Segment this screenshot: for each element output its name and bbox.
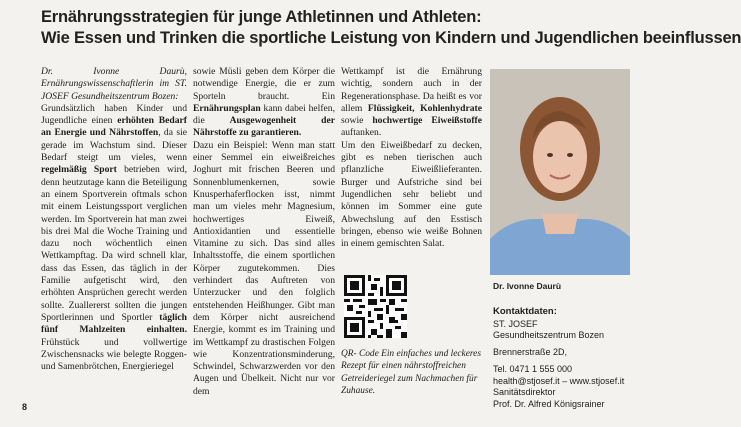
paragraph: Dazu ein Beispiel: Wenn man statt einer Semmel ein eiweißreiches Joghurt mit frischen Beeren und Sonnenblumenkernen, sowie Knusperhaferflocken isst, nimmt man um vieles mehr Magnesium, hochwertiges Eiweiß, Antioxidantien und essentielle Vitamine zu sich. Das sind alles Inhaltsstoffe, die einem sportlichen Körper zugutekommen. Dies verhindert das Auftreten von Unterzucker und den folglich entstehenden Heißhunger. Gibt man dem Körper nicht ausreichend Energie, kommt es im Training und im Wettkampf zu drastischen Folgen wie Konzentrationsminderung, Schwindel, Schwarzwerden vor den Augen und Übelkeit. Nicht nur vor dem [193, 139, 335, 397]
contact-heading: Kontaktdaten: [493, 306, 557, 317]
author-intro: Dr. Ivonne Daurù, Ernährungswissenschaftlerin im ST. JOSEF Gesundheitszentrum Bozen: [41, 66, 187, 102]
contact-line: Brennerstraße 2D, [493, 347, 568, 358]
paragraph: Wettkampf ist die Ernährung wichtig, sondern auch in der Regenerationsphase. Da heißt es vor allem Flüssigkeit, Kohlenhydrate sowie hochwertige Eiweißstoffe auftanken. [341, 66, 482, 139]
paragraph: Um den Eiweißbedarf zu decken, gibt es neben tierischen auch pflanzliche Eiweißlieferanten. Burger und Aufstriche sind bei Jugendlichen sehr beliebt und können im Sommer eine gute Abwechslung auf den Esstisch bringen, ebenso wie weiße Bohnen in einem gemischten Salat. [341, 139, 482, 250]
contact-line: Tel. 0471 1 555 000 [493, 363, 573, 374]
author-photo [490, 69, 630, 275]
qr-caption: QR- Code Ein einfaches und leckeres Rezept für einen nährstoffreichen Getreideriegel zum Nachmachen für Zuhause. [341, 349, 481, 396]
page-number: 8 [22, 402, 28, 412]
contact-line: Sanitätsdirektor [493, 387, 556, 398]
contact-line: Prof. Dr. Alfred Königsrainer [493, 398, 605, 409]
title-line-2: Wie Essen und Trinken die sportliche Leistung von Kindern und Jugendlichen beeinflussen [41, 29, 741, 47]
text-column-1 [41, 66, 187, 373]
paragraph: Grundsätzlich haben Kinder und Jugendliche einen erhöhten Bedarf an Energie und Nährstoffen, da sie gerade im Wachstum sind. Dieser Bedarf steigt um vieles, wenn regelmäßig Sport betrieben wird, denn heutzutage kann die Beteiligung an einem Sportverein oftmals schon mit einem Leistungssport verglichen werden. Im Sportverein hat man zwei bis drei Mal die Woche Training und dazu noch wöchentlich einen Wettkampftag. Da wird schnell klar, dass das Essen, das täglich in der Familie aufgetischt wird, den erhöhten Ansprüchen gerecht werden sollte. Zuallererst sollten die jungen Sportlerinnen und Sportler täglich fünf Mahlzeiten einhalten. Frühstück und vollwertige Zwischensnacks wie belegte Roggen- und Samenbrötchen, Energieriegel [41, 102, 187, 373]
paragraph: sowie Müsli geben dem Körper die notwendige Energie, die er zum Sporteln braucht. Ein Ernährungsplan kann dabei helfen, die Ausgewogenheit der Nährstoffe zu garantieren. [193, 66, 335, 139]
title-line-1: Ernährungsstrategien für junge Athletinnen und Athleten: [41, 8, 482, 26]
article-title [41, 7, 741, 49]
photo-caption: Dr. Ivonne Daurù [493, 281, 562, 291]
contact-email-web[interactable]: health@stjosef.it – www.stjosef.it [493, 375, 625, 386]
text-column-3 [341, 66, 482, 250]
contact-block [493, 306, 653, 411]
contact-line: Gesundheitszentrum Bozen [493, 330, 605, 341]
contact-line: ST. JOSEF [493, 318, 538, 329]
qr-code[interactable] [344, 275, 407, 338]
text-column-2 [193, 66, 335, 398]
